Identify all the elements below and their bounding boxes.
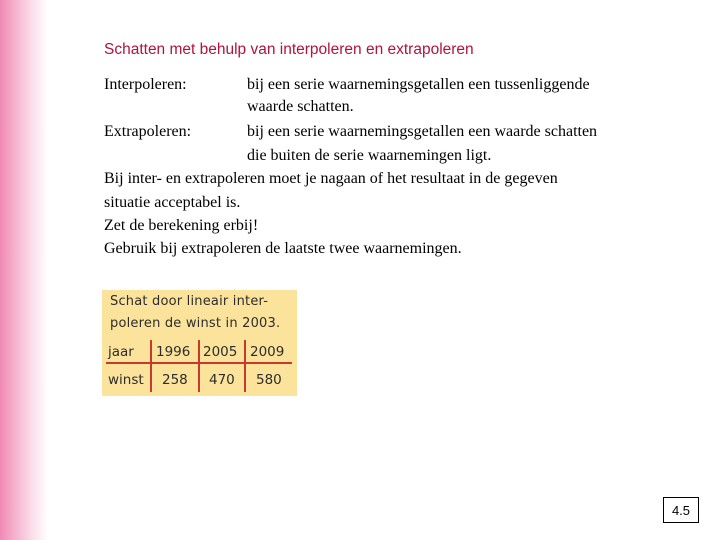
body-line: Gebruik bij extrapoleren de laatste twee waarnemingen.	[104, 240, 462, 257]
exercise-note-card	[102, 290, 297, 396]
table-cell: 2005	[203, 344, 238, 360]
definition-text-extrapoleren-line2: die buiten de serie waarnemingen ligt.	[247, 147, 492, 164]
decorative-sidebar	[0, 0, 48, 540]
note-line: poleren de winst in 2003.	[110, 316, 281, 331]
table-row-header-winst: winst	[108, 372, 144, 388]
note-line: Schat door lineair inter-	[110, 294, 269, 309]
table-cell: 2009	[250, 344, 285, 360]
definition-text-interpoleren-line2: waarde schatten.	[247, 98, 354, 115]
table-cell: 258	[162, 372, 188, 388]
definition-term-extrapoleren: Extrapoleren:	[104, 123, 192, 140]
page-title: Schatten met behulp van interpoleren en extrapoleren	[104, 41, 474, 58]
table-cell: 580	[256, 372, 282, 388]
body-line: Zet de berekening erbij!	[104, 217, 259, 234]
table-row-header-jaar: jaar	[108, 344, 134, 360]
table-grid-line	[244, 340, 246, 392]
definition-text-extrapoleren-line1: bij een serie waarnemingsgetallen een waarde schatten	[247, 123, 598, 140]
definition-text-interpoleren-line1: bij een serie waarnemingsgetallen een tussenliggende	[247, 76, 590, 93]
table-cell: 470	[209, 372, 235, 388]
body-line: situatie acceptabel is.	[104, 194, 241, 211]
page-number-badge: 4.5	[663, 497, 699, 523]
table-cell: 1996	[156, 344, 191, 360]
table-grid-line	[150, 340, 152, 392]
table-grid-line	[198, 340, 200, 392]
body-line: Bij inter- en extrapoleren moet je nagaan of het resultaat in de gegeven	[104, 170, 558, 187]
definition-term-interpoleren: Interpoleren:	[104, 76, 187, 93]
